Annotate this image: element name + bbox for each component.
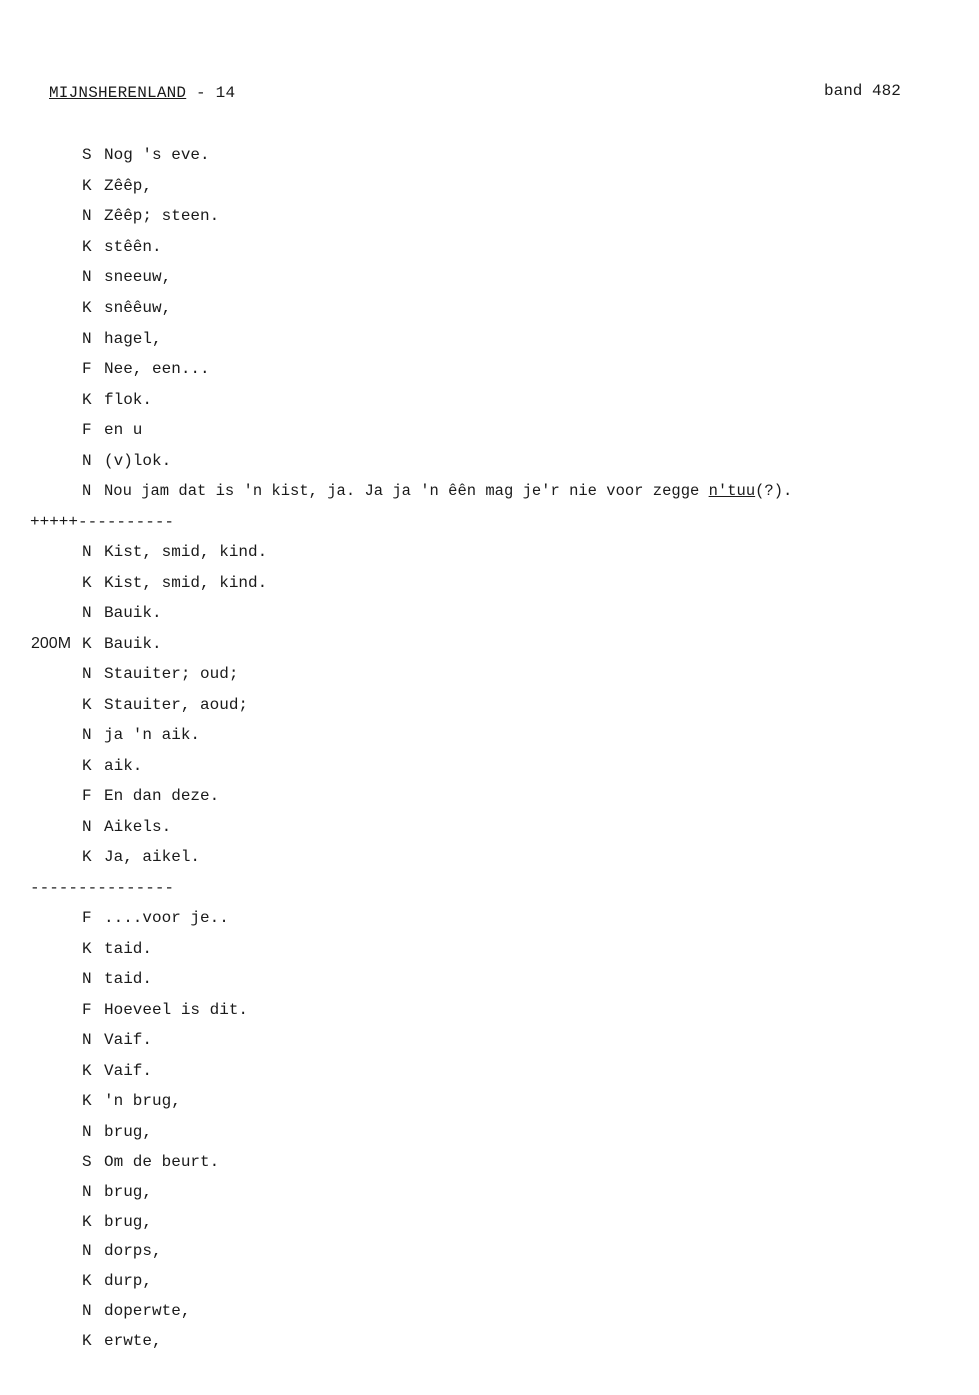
speaker-code: K [82, 238, 92, 256]
dialogue-line [82, 665, 238, 683]
utterance: Om de beurt. [104, 1153, 220, 1171]
page-header [49, 84, 235, 102]
utterance: Bauik. [104, 635, 162, 653]
speaker-code: K [82, 177, 92, 195]
speaker-code: N [82, 482, 92, 500]
dialogue-line [82, 1123, 152, 1141]
speaker-code: N [82, 604, 92, 622]
dialogue-line [82, 940, 152, 958]
speaker-code: F [82, 909, 92, 927]
dialogue-line [82, 1302, 190, 1320]
utterance: Kist, smid, kind. [104, 574, 268, 592]
utterance: Zêêp, [104, 177, 153, 195]
speaker-code: K [82, 1092, 92, 1110]
utterance: erwte, [104, 1332, 162, 1350]
utterance: ....voor je.. [104, 909, 229, 927]
utterance: durp, [104, 1272, 153, 1290]
speaker-code: K [82, 848, 92, 866]
speaker-code: N [82, 452, 92, 470]
utterance: Aikels. [104, 818, 172, 836]
speaker-code: N [82, 1242, 92, 1260]
speaker-code: N [82, 543, 92, 561]
dialogue-line [82, 604, 162, 622]
speaker-code: K [82, 1062, 92, 1080]
speaker-code: K [82, 635, 92, 653]
utterance: Nou jam dat is 'n kist, ja. Ja ja 'n êên mag je'r nie voor zegge [104, 482, 709, 500]
dialogue-line [82, 1001, 248, 1019]
speaker-code: N [82, 207, 92, 225]
dialogue-line [82, 1092, 181, 1110]
speaker-code: F [82, 787, 92, 805]
utterance: Vaif. [104, 1031, 153, 1049]
utterance: taid. [104, 940, 153, 958]
speaker-code: K [82, 574, 92, 592]
utterance: aik. [104, 757, 143, 775]
utterance: brug, [104, 1213, 153, 1231]
speaker-code: F [82, 421, 92, 439]
utterance: Nog 's eve. [104, 146, 210, 164]
dialogue-line [82, 726, 200, 744]
utterance: En dan deze. [104, 787, 220, 805]
dialogue-line [82, 1062, 152, 1080]
speaker-code: K [82, 696, 92, 714]
speaker-code: N [82, 970, 92, 988]
speaker-code: N [82, 330, 92, 348]
speaker-code: K [82, 757, 92, 775]
header-page-number: 14 [215, 84, 236, 102]
utterance-end: (?). [755, 482, 793, 500]
utterance: Ja, aikel. [104, 848, 201, 866]
utterance: Nee, een... [104, 360, 210, 378]
dialogue-line [82, 1213, 152, 1231]
dialogue-line [82, 757, 142, 775]
speaker-code: K [82, 391, 92, 409]
dialogue-line [82, 574, 267, 592]
dialogue-line [82, 848, 200, 866]
margin-counter: 200M [31, 635, 72, 652]
dialogue-line [82, 330, 162, 348]
speaker-code: K [82, 940, 92, 958]
utterance: doperwte, [104, 1302, 191, 1320]
speaker-code: N [82, 1123, 92, 1141]
utterance: Bauik. [104, 604, 162, 622]
utterance: dorps, [104, 1242, 162, 1260]
speaker-code: N [82, 268, 92, 286]
dialogue-line [82, 787, 219, 805]
dialogue-line [82, 1031, 152, 1049]
utterance: taid. [104, 970, 153, 988]
utterance: Kist, smid, kind. [104, 543, 268, 561]
utterance: flok. [104, 391, 153, 409]
dialogue-line [82, 1153, 219, 1171]
dialogue-line [82, 1332, 162, 1350]
speaker-code: N [82, 1183, 92, 1201]
speaker-code: K [82, 1213, 92, 1231]
dialogue-line [82, 177, 152, 195]
dialogue-line [82, 299, 171, 317]
utterance: Vaif. [104, 1062, 153, 1080]
speaker-code: K [82, 299, 92, 317]
dialogue-line [82, 421, 142, 439]
dialogue-line [82, 1272, 152, 1290]
dialogue-line [82, 238, 162, 256]
speaker-code: F [82, 360, 92, 378]
utterance: ja 'n aik. [104, 726, 201, 744]
speaker-code: S [82, 1153, 92, 1171]
speaker-code: F [82, 1001, 92, 1019]
speaker-code: K [82, 1332, 92, 1350]
speaker-code: N [82, 726, 92, 744]
dialogue-line [82, 543, 267, 561]
utterance: sneeuw, [104, 268, 172, 286]
speaker-code: N [82, 665, 92, 683]
dialogue-line [82, 1183, 152, 1201]
header-separator: - [186, 84, 216, 102]
utterance: Stauiter, aoud; [104, 696, 249, 714]
utterance: Zêêp; steen. [104, 207, 220, 225]
dialogue-line [82, 970, 152, 988]
utterance: (v)lok. [104, 452, 172, 470]
dialogue-line-long [82, 482, 792, 500]
header-title: MIJNSHERENLAND [49, 84, 187, 102]
utterance: hagel, [104, 330, 162, 348]
dialogue-line [82, 360, 210, 378]
utterance: brug, [104, 1183, 153, 1201]
dialogue-line [82, 207, 219, 225]
utterance: Hoeveel is dit. [104, 1001, 249, 1019]
underlined-word: n'tuu [708, 482, 756, 500]
dialogue-line [82, 696, 248, 714]
utterance: en u [104, 421, 143, 439]
dialogue-line [82, 146, 210, 164]
dialogue-line [82, 635, 162, 653]
dialogue-line [82, 818, 171, 836]
speaker-code: N [82, 1031, 92, 1049]
utterance: brug, [104, 1123, 153, 1141]
band-label: band 482 [824, 82, 901, 100]
dialogue-line [82, 268, 171, 286]
utterance: snêêuw, [104, 299, 172, 317]
utterance: Stauiter; oud; [104, 665, 239, 683]
dialogue-line [82, 391, 152, 409]
section-separator: --------------- [30, 879, 175, 897]
utterance: 'n brug, [104, 1092, 181, 1110]
utterance: stêên. [104, 238, 162, 256]
dialogue-line [82, 1242, 162, 1260]
dialogue-line [82, 909, 229, 927]
speaker-code: K [82, 1272, 92, 1290]
speaker-code: N [82, 1302, 92, 1320]
dialogue-line [82, 452, 171, 470]
speaker-code: S [82, 146, 92, 164]
speaker-code: N [82, 818, 92, 836]
section-separator: +++++---------- [30, 513, 175, 531]
